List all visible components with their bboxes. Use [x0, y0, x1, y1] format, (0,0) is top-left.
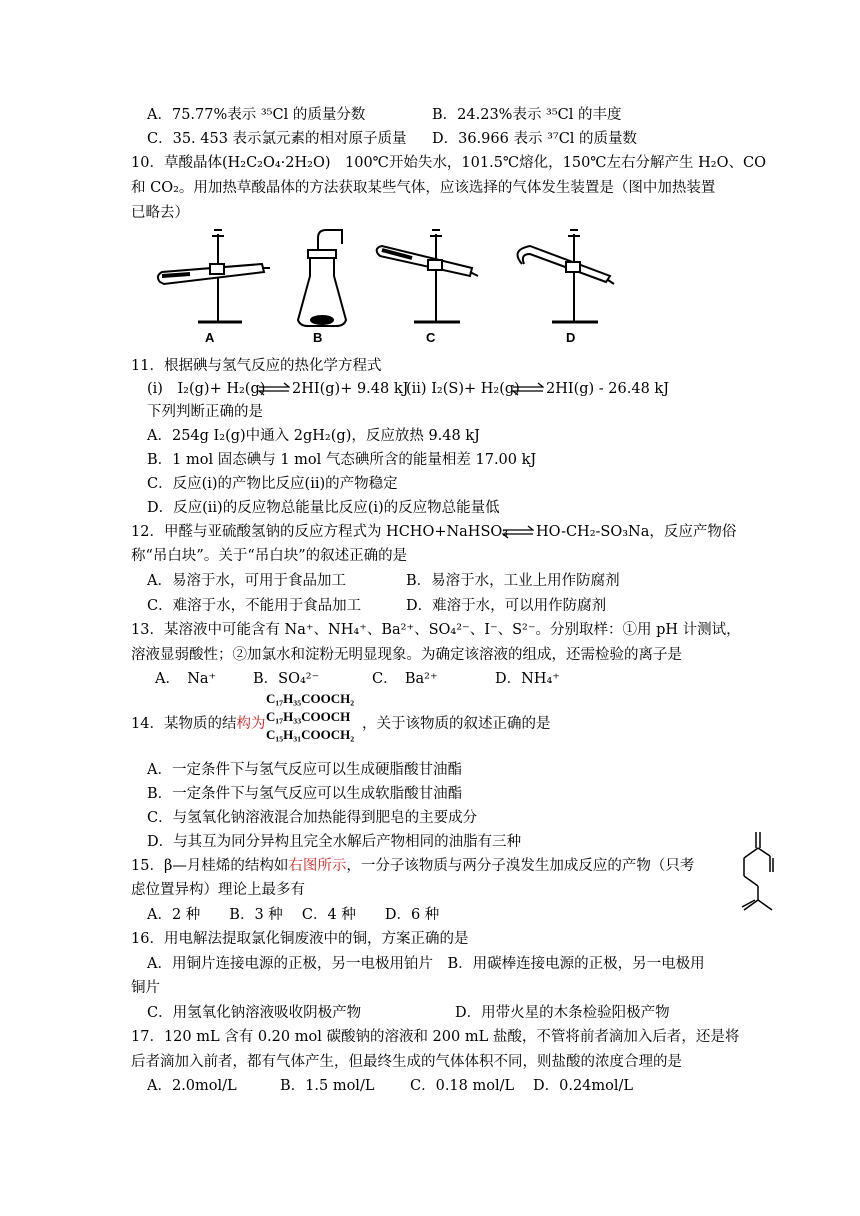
q10-line2: 和 CO₂。用加热草酸晶体的方法获取某些气体，应该选择的气体发生装置是（图中加热装置 [131, 180, 716, 196]
q14-option-d: D．与其互为同分异构且完全水解后产物相同的油脂有三种 [147, 834, 522, 850]
q14-suffix: ，关于该物质的叙述正确的是 [362, 716, 551, 732]
triglyceride-formula [266, 690, 354, 744]
q12-option-c: C．难溶于水，不能用于食品加工 [147, 598, 362, 614]
q11-option-a: A．254g I₂(g)中通入 2gH₂(g)，反应放热 9.48 kJ [147, 428, 480, 444]
q16-option-c: C．用氢氧化钠溶液吸收阴极产物 [147, 1005, 362, 1021]
q15-line1-a: 15．β—月桂烯的结构如 [131, 858, 289, 874]
q11-option-b: B．1 mol 固态碘与 1 mol 气态碘所含的能量相差 17.00 kJ [147, 452, 537, 468]
q11-eq2-left: (ii) I₂(S)+ H₂(g) [406, 381, 520, 397]
q13-line2: 溶液显弱酸性；②加氯水和淀粉无明显现象。为确定该溶液的组成，还需检验的离子是 [131, 647, 682, 663]
q12-option-b: B．易溶于水，工业上用作防腐剂 [406, 573, 620, 589]
q12-line1-left: 12．甲醛与亚硫酸氢钠的反应方程式为 HCHO+NaHSO₃ [131, 524, 509, 540]
apparatus-figure [150, 224, 630, 348]
q15-red-text: 右图所示 [288, 858, 347, 874]
q16-option-b-cont: 铜片 [131, 980, 160, 996]
apparatus-label-c: C [426, 330, 436, 345]
q11-eq2-right: 2HI(g) - 26.48 kJ [546, 381, 670, 397]
q14-option-a: A．一定条件下与氢气反应可以生成硬脂酸甘油酯 [147, 762, 462, 778]
q17-line1: 17．120 mL 含有 0.20 mol 碳酸钠的溶液和 200 mL 盐酸，不管将前者滴加入后者，还是将 [131, 1029, 740, 1045]
q12-option-a: A．易溶于水，可用于食品加工 [147, 573, 346, 589]
q14-stem [131, 714, 265, 734]
q17-option-c: C．0.18 mol/L [410, 1078, 515, 1094]
q13-option-c: C． Ba²⁺ [372, 671, 438, 687]
q9-option-d: D．36.966 表示 ³⁷Cl 的质量数 [432, 131, 638, 147]
apparatus-a [158, 230, 270, 322]
q17-option-a: A．2.0mol/L [147, 1078, 237, 1094]
q11-eq1-right: 2HI(g)+ 9.48 kJ [292, 381, 409, 397]
q12-line2: 称“吊白块”。关于“吊白块”的叙述正确的是 [131, 548, 408, 564]
apparatus-label-a: A [205, 330, 215, 345]
q11-stem: 11．根据碘与氢气反应的热化学方程式 [131, 358, 382, 374]
q15-options: A．2 种 B．3 种 C．4 种 D．6 种 [147, 907, 440, 923]
q11-prompt: 下列判断正确的是 [147, 404, 263, 420]
q14-option-c: C．与氢氧化钠溶液混合加热能得到肥皂的主要成分 [147, 810, 478, 826]
q11-eq1-left: (i) I₂(g)+ H₂(g) [147, 381, 266, 397]
q17-option-b: B．1.5 mol/L [280, 1078, 375, 1094]
equilibrium-arrow-icon [502, 525, 534, 539]
q17-line2: 后者滴加入前者，都有气体产生，但最终生成的气体体积不同，则盐酸的浓度合理的是 [131, 1054, 682, 1070]
q11-option-d: D．反应(ii)的反应物总能量比反应(i)的反应物总能量低 [147, 500, 500, 516]
q14-option-b: B．一定条件下与氢气反应可以生成软脂酸甘油酯 [147, 786, 463, 802]
q9-option-a: A．75.77%表示 ³⁵Cl 的质量分数 [147, 107, 366, 123]
formula-line-2: C₁₇H₃₃COOCH [266, 709, 351, 724]
myrcene-structure [728, 830, 784, 918]
apparatus-label-b: B [313, 330, 323, 345]
q13-option-d: D．NH₄⁺ [495, 671, 560, 687]
q16-option-ab: A．用铜片连接电源的正极，另一电极用铂片 B．用碳棒连接电源的正极，另一电极用 [147, 956, 705, 972]
formula-line-1: C₁₇H₃₅COOCH₂ [266, 691, 355, 706]
q15-line1 [131, 856, 694, 876]
q16-option-d: D．用带火星的木条检验阳极产物 [455, 1005, 670, 1021]
q10-line3: 已略去） [131, 205, 189, 221]
apparatus-c [377, 230, 478, 322]
q17-option-d: D．0.24mol/L [533, 1078, 634, 1094]
q13-line1: 13．某溶液中可能含有 Na⁺、NH₄⁺、Ba²⁺、SO₄²⁻、I⁻、S²⁻。分别取样：①用 pH 计测试， [131, 622, 741, 638]
equilibrium-arrow-icon [258, 382, 290, 396]
apparatus-b [298, 230, 346, 326]
q13-option-a: A． Na⁺ [155, 671, 217, 687]
q16-stem: 16．用电解法提取氯化铜废液中的铜，方案正确的是 [131, 931, 469, 947]
q12-option-d: D．难溶于水，可以用作防腐剂 [406, 598, 607, 614]
q15-line1-b: ，一分子该物质与两分子溴发生加成反应的产物（只考 [346, 858, 695, 874]
q14-red-text: 构为 [236, 716, 266, 732]
q14-prefix: 14．某物质的结 [131, 716, 237, 732]
formula-line-3: C₁₅H₃₁COOCH₂ [266, 727, 355, 742]
q10-line1: 10．草酸晶体(H₂C₂O₄·2H₂O) 100℃开始失水，101.5℃熔化，150℃左右分解产生 H₂O、CO [131, 155, 766, 171]
apparatus-d [518, 230, 615, 322]
q9-option-b: B．24.23%表示 ³⁵Cl 的丰度 [432, 107, 622, 123]
q11-option-c: C．反应(i)的产物比反应(ii)的产物稳定 [147, 476, 398, 492]
equilibrium-arrow-icon [512, 382, 544, 396]
q12-line1-right: HO-CH₂-SO₃Na，反应产物俗 [536, 524, 737, 540]
q9-option-c: C．35. 453 表示氯元素的相对原子质量 [147, 131, 407, 147]
q13-option-b: B．SO₄²⁻ [253, 671, 320, 687]
apparatus-label-d: D [566, 330, 576, 345]
q15-line2: 虑位置异构）理论上最多有 [131, 882, 305, 898]
